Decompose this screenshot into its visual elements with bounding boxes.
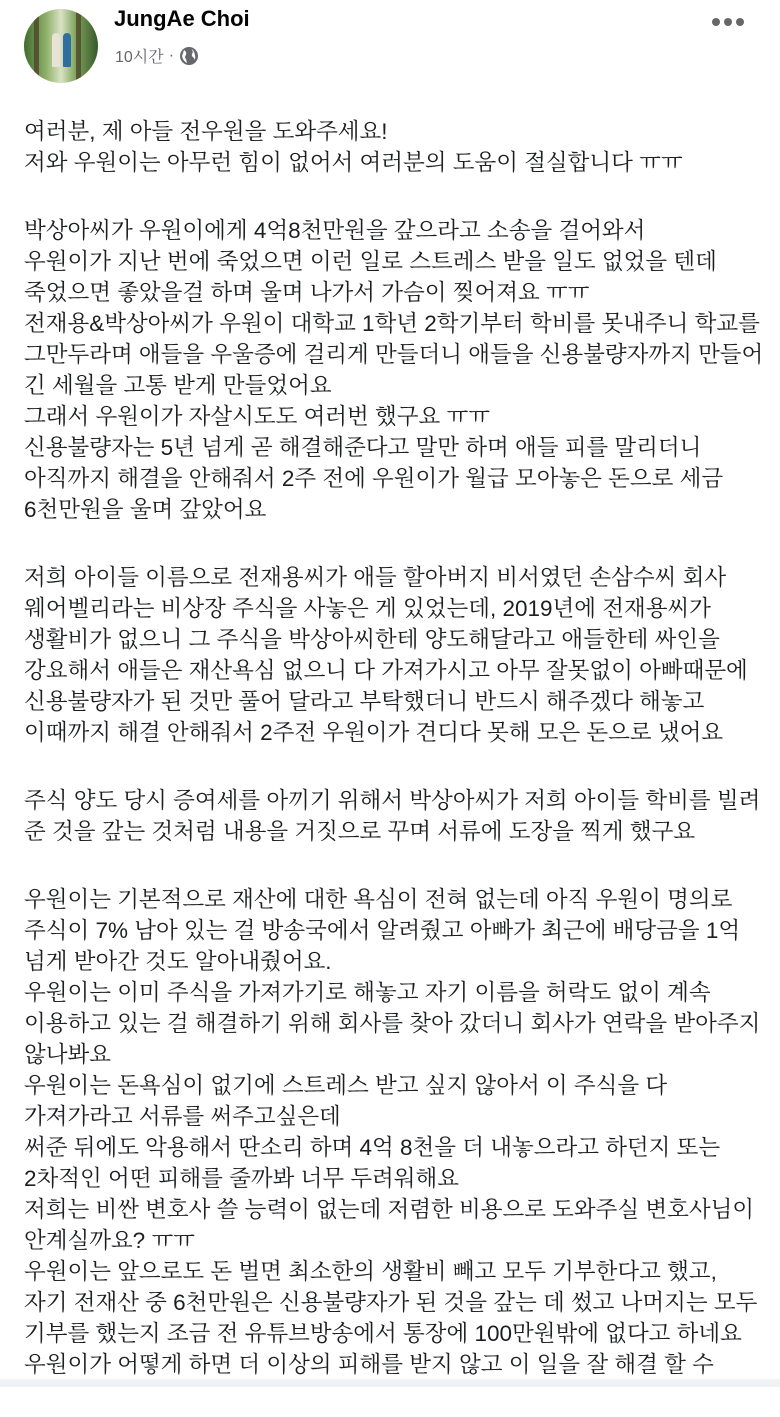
globe-icon <box>179 46 199 66</box>
post-text-line: 신용불량자는 5년 넘게 곧 해결해준다고 말만 하며 애들 피를 말리더니 <box>24 435 702 460</box>
post-text-line: 그래서 우원이가 자살시도도 여러번 했구요 ㅠㅠ <box>24 404 490 429</box>
post-text-line: 우원이는 돈욕심이 없기에 스트레스 받고 싶지 않아서 이 주식을 다 <box>24 1073 668 1098</box>
avatar-person <box>63 33 71 67</box>
divider <box>0 1379 780 1387</box>
post-paragraph <box>24 884 764 1380</box>
post-text-line: 않나봐요 <box>24 1042 111 1067</box>
post-text-line: 기부를 했는지 조금 전 유튜브방송에서 통장에 100만원밖에 없다고 하네요 <box>24 1321 742 1346</box>
post-text-line: 우원이가 지난 번에 죽었으면 이런 일로 스트레스 받을 일도 없었을 텐데 <box>24 249 717 274</box>
post-text-line: 6천만원을 울며 갚았어요 <box>24 497 267 522</box>
post-text-line: 박상아씨가 우원이에게 4억8천만원을 갚으라고 소송을 걸어와서 <box>24 218 646 243</box>
post-text-line: 가져가라고 서류를 써주고싶은데 <box>24 1104 341 1129</box>
post-text-line: 긴 세월을 고통 받게 만들었어요 <box>24 373 332 398</box>
post-text-line: 신용불량자가 된 것만 풀어 달라고 부탁했더니 반드시 해주겠다 해놓고 <box>24 689 705 714</box>
author-name[interactable]: JungAe Choi <box>114 6 250 31</box>
post-text-line: 이용하고 있는 걸 해결하기 위해 회사를 찾아 갔더니 회사가 연락을 받아주지 <box>24 1011 761 1036</box>
post-text-line: 우원이는 이미 주식을 가져가기로 해놓고 자기 이름을 허락도 없이 계속 <box>24 980 711 1005</box>
more-options-icon <box>712 18 720 26</box>
meta-separator: · <box>168 46 175 64</box>
post-text-line: 자기 전재산 중 6천만원은 신용불량자가 된 것을 갚는 데 썼고 나머지는 모두 <box>24 1290 758 1315</box>
more-options-button[interactable] <box>712 12 746 32</box>
post-text-line: 저희는 비싼 변호사 쓸 능력이 없는데 저렴한 비용으로 도와주실 변호사님이 <box>24 1197 755 1222</box>
author-avatar[interactable] <box>24 9 98 83</box>
post-time[interactable]: 10시간 <box>115 49 164 66</box>
post-meta <box>115 44 199 67</box>
post-text-line: 주식 양도 당시 증여세를 아끼기 위해서 박상아씨가 저희 아이들 학비를 빌려 <box>24 788 761 813</box>
post-text-line: 강요해서 애들은 재산욕심 없으니 다 가져가시고 아무 잘못없이 아빠때문에 <box>24 658 748 683</box>
post-body <box>24 116 764 1417</box>
post-text-line: 우원이가 어떻게 하면 더 이상의 피해를 받지 않고 이 일을 잘 해결 할 수 <box>24 1352 714 1377</box>
post-text-line: 넘게 받아간 것도 알아내줬어요. <box>24 949 332 974</box>
post-text-line: 써준 뒤에도 악용해서 딴소리 하며 4억 8천을 더 내놓으라고 하던지 또는 <box>24 1135 721 1160</box>
post-text-line: 여러분, 제 아들 전우원을 도와주세요! <box>24 119 388 144</box>
post-text-line: 웨어벨리라는 비상장 주식을 사놓은 게 있었는데, 2019년에 전재용씨가 <box>24 596 711 621</box>
more-options-icon <box>736 18 744 26</box>
post-text-line: 2차적인 어떤 피해를 줄까봐 너무 두려워해요 <box>24 1166 460 1191</box>
post-paragraph <box>24 116 764 178</box>
post-text-line: 준 것을 갚는 것처럼 내용을 거짓으로 꾸며 서류에 도장을 찍게 했구요 <box>24 819 696 844</box>
post-text-line: 우원이는 기본적으로 재산에 대한 욕심이 전혀 없는데 아직 우원이 명의로 <box>24 887 733 912</box>
post-text-line: 주식이 7% 남아 있는 걸 방송국에서 알려줬고 아빠가 최근에 배당금을 1억 <box>24 918 741 943</box>
post-text-line: 안계실까요? ㅠㅠ <box>24 1228 195 1253</box>
post-text-line: 전재용&박상아씨가 우원이 대학교 1학년 2학기부터 학비를 못내주니 학교를 <box>24 311 760 336</box>
avatar-tree <box>76 9 81 83</box>
post-text-line: 죽었으면 좋았을걸 하며 울며 나가서 가슴이 찢어져요 ㅠㅠ <box>24 280 590 305</box>
avatar-tree <box>34 9 39 83</box>
avatar-person <box>52 33 60 67</box>
post-text-line: 생활비가 없으니 그 주식을 박상아씨한테 양도해달라고 애들한테 싸인을 <box>24 627 720 652</box>
post-text-line: 이때까지 해결 안해줘서 2주전 우원이가 견디다 못해 모은 돈으로 냈어요 <box>24 720 724 745</box>
post-paragraph <box>24 785 764 847</box>
more-options-icon <box>724 18 732 26</box>
post-text-line: 아직까지 해결을 안해줘서 2주 전에 우원이가 월급 모아놓은 돈으로 세금 <box>24 466 724 491</box>
post-paragraph <box>24 562 764 748</box>
post-text-line: 저희 아이들 이름으로 전재용씨가 애들 할아버지 비서였던 손삼수씨 회사 <box>24 565 727 590</box>
post-text-line: 우원이는 앞으로도 돈 벌면 최소한의 생활비 빼고 모두 기부한다고 했고, <box>24 1259 717 1284</box>
post-header <box>0 0 780 90</box>
post-paragraph <box>24 215 764 525</box>
post-text-line: 저와 우원이는 아무런 힘이 없어서 여러분의 도움이 절실합니다 ㅠㅠ <box>24 150 683 175</box>
post-text-line: 그만두라며 애들을 우울증에 걸리게 만들더니 애들을 신용불량자까지 만들어 <box>24 342 764 367</box>
